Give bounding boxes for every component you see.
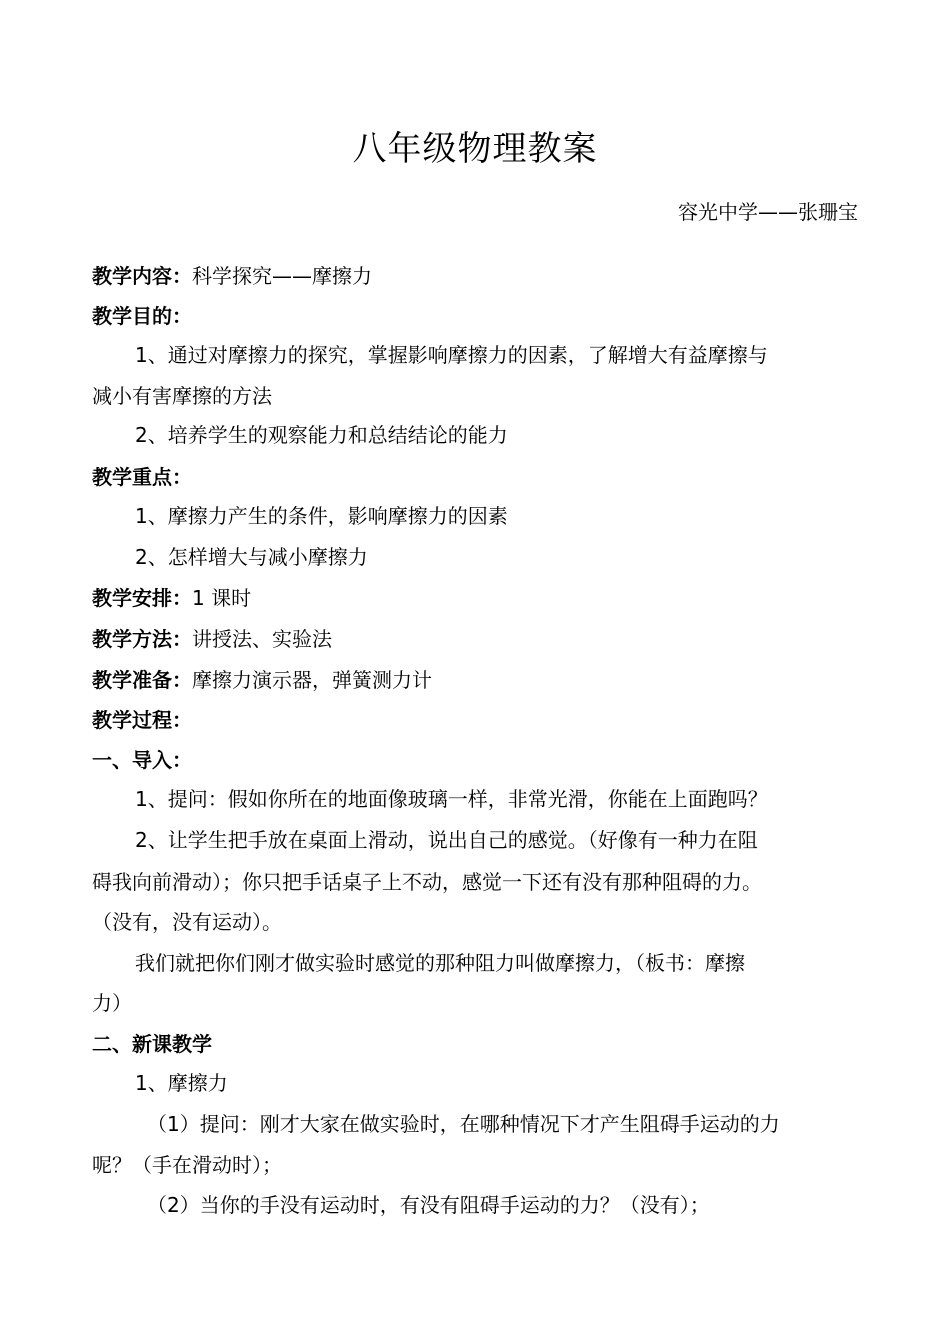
schedule-label: 教学安排： xyxy=(92,586,192,610)
intro-paragraph-2-line-2: 碍我向前滑动）；你只把手话桌子上不动，感觉一下还有没有那种阻碍的力。 xyxy=(92,870,762,894)
method-label: 教学方法： xyxy=(92,627,192,651)
schedule-row xyxy=(92,584,852,612)
schedule-value: 1 课时 xyxy=(192,586,252,610)
document-title: 八年级物理教案 xyxy=(352,129,598,169)
lesson-question-1-line-1: （1）提问：刚才大家在做实验时，在哪种情况下才产生阻碍手运动的力 xyxy=(147,1112,780,1136)
prep-value: 摩擦力演示器，弹簧测力计 xyxy=(192,668,432,692)
intro-paragraph-2-line-3: （没有，没有运动）。 xyxy=(92,910,282,934)
prep-row xyxy=(92,666,852,694)
teaching-content-value: 科学探究——摩擦力 xyxy=(192,264,372,288)
teaching-content-row xyxy=(92,262,852,290)
intro-paragraph-3-line-1: 我们就把你们刚才做实验时感觉的那种阻力叫做摩擦力，（板书：摩擦 xyxy=(135,951,745,975)
author-line: 容光中学——张珊宝 xyxy=(678,200,858,224)
intro-paragraph-1: 1、提问：假如你所在的地面像玻璃一样，非常光滑，你能在上面跑吗？ xyxy=(135,787,768,811)
teaching-goals-label: 教学目的： xyxy=(92,304,192,328)
lesson-subheading-1: 1、摩擦力 xyxy=(135,1071,228,1095)
goal-item-1-line-2: 减小有害摩擦的方法 xyxy=(92,384,272,408)
intro-paragraph-2-line-1: 2、让学生把手放在桌面上滑动，说出自己的感觉。（好像有一种力在阻 xyxy=(135,828,758,852)
goal-item-2: 2、培养学生的观察能力和总结结论的能力 xyxy=(135,423,508,447)
goal-item-1-line-1: 1、通过对摩擦力的探究，掌握影响摩擦力的因素，了解增大有益摩擦与 xyxy=(135,343,768,367)
teaching-content-label: 教学内容： xyxy=(92,264,192,288)
key-points-label: 教学重点： xyxy=(92,465,192,489)
key-point-item-2: 2、怎样增大与减小摩擦力 xyxy=(135,545,368,569)
lesson-question-2: （2）当你的手没有运动时，有没有阻碍手运动的力？（没有）； xyxy=(147,1193,710,1217)
lesson-heading: 二、新课教学 xyxy=(92,1032,212,1056)
intro-heading: 一、导入： xyxy=(92,748,192,772)
lesson-question-1-line-2: 呢？（手在滑动时）； xyxy=(92,1153,282,1177)
prep-label: 教学准备： xyxy=(92,668,192,692)
key-point-item-1: 1、摩擦力产生的条件，影响摩擦力的因素 xyxy=(135,504,508,528)
process-label: 教学过程： xyxy=(92,708,192,732)
method-row xyxy=(92,625,852,653)
method-value: 讲授法、实验法 xyxy=(192,627,332,651)
intro-paragraph-3-line-2: 力） xyxy=(92,991,132,1015)
